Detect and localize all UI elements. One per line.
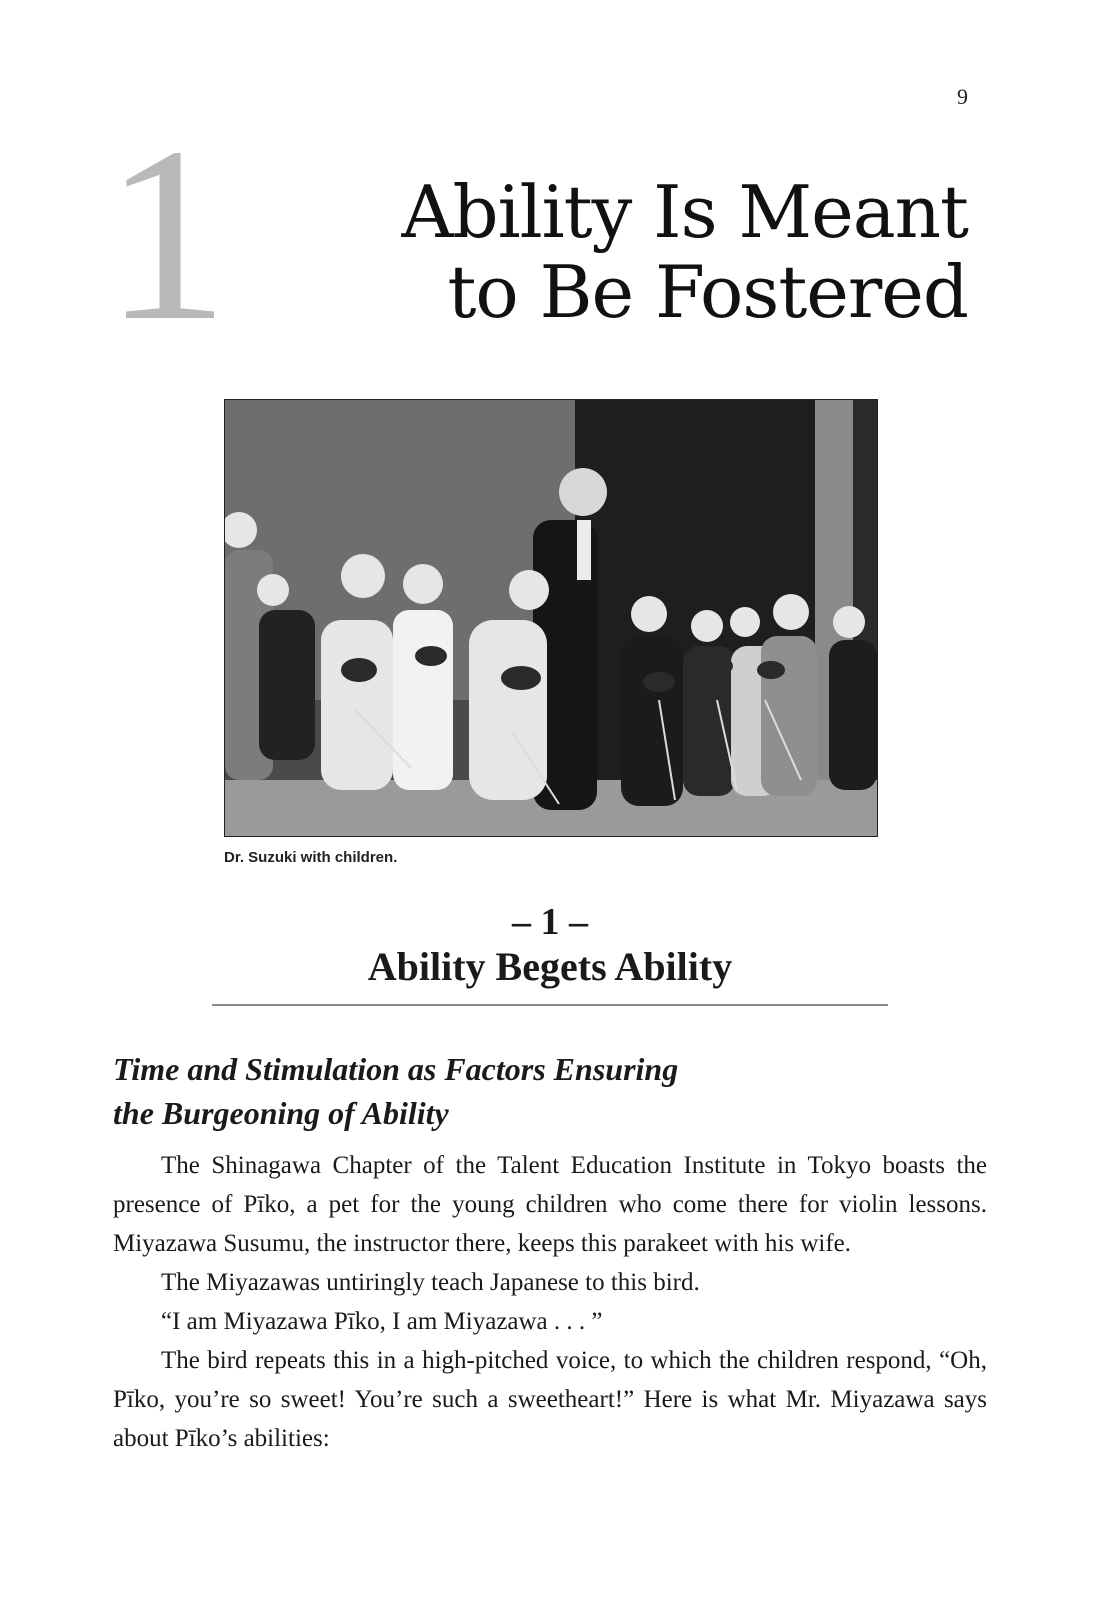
paragraph: The bird repeats this in a high-pitched voice, to which the children respond, “Oh, Pīko, you’re so sweet! You’re such a sweetheart!” Here is what Mr. Miyazawa says about Pīko’s abilities: bbox=[113, 1347, 987, 1452]
subheading-line-2: the Burgeoning of Ability bbox=[113, 1095, 449, 1131]
page-number: 9 bbox=[957, 84, 968, 109]
chapter-title-line-1: Ability Is Meant bbox=[401, 170, 968, 254]
paragraph: The Miyazawas untiringly teach Japanese to this bird. bbox=[161, 1269, 700, 1296]
subheading bbox=[113, 1047, 873, 1135]
body-text bbox=[113, 1146, 987, 1458]
subheading-line-1: Time and Stimulation as Factors Ensuring bbox=[113, 1051, 679, 1087]
paragraph: “I am Miyazawa Pīko, I am Miyazawa . . . ” bbox=[161, 1308, 603, 1335]
photo-illustration bbox=[225, 400, 877, 836]
chapter-photo bbox=[224, 399, 878, 837]
chapter-title-line-2: to Be Fostered bbox=[447, 250, 968, 334]
photo-caption: Dr. Suzuki with children. bbox=[224, 849, 398, 866]
section-title: Ability Begets Ability bbox=[367, 944, 733, 989]
section-number: – 1 – bbox=[512, 901, 588, 943]
chapter-title bbox=[401, 172, 968, 332]
paragraph: The Shinagawa Chapter of the Talent Education Institute in Tokyo boasts the presence of Pīko, a pet for the young children who come there for violin lessons. Miyazawa Susumu, the instructor there, keeps this parakeet with his wife. bbox=[113, 1152, 987, 1257]
section-divider bbox=[212, 1004, 888, 1006]
chapter-number: 1 bbox=[104, 96, 229, 373]
